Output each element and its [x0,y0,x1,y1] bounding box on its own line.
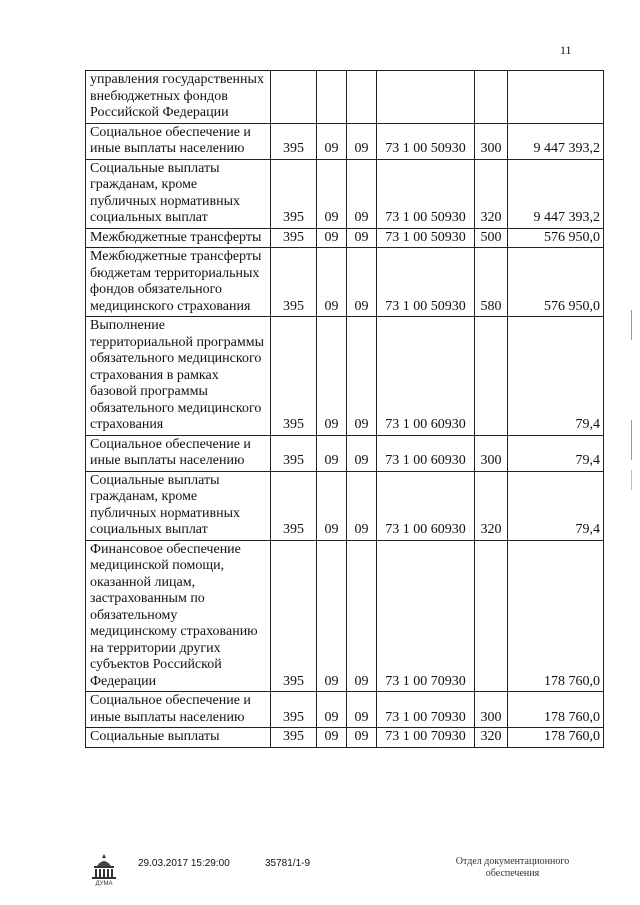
cell-vr: 300 [475,123,508,159]
duma-emblem-icon [89,852,119,886]
cell-csr: 73 1 00 70930 [377,540,475,692]
table-row [86,159,604,228]
cell-vr: 500 [475,228,508,248]
cell-name: Социальные выплаты гражданам, кроме публичных нормативных социальных выплат [86,159,271,228]
cell-amount: 9 447 393,2 [508,159,604,228]
cell-amount: 79,4 [508,435,604,471]
cell-csr: 73 1 00 50930 [377,123,475,159]
cell-pr: 09 [347,159,377,228]
cell-name: управления государственных внебюджетных фондов Российской Федерации [86,71,271,124]
cell-name: Межбюджетные трансферты [86,228,271,248]
cell-pr: 09 [347,123,377,159]
cell-gr: 395 [271,728,317,748]
cell-csr: 73 1 00 50930 [377,228,475,248]
cell-vr: 300 [475,435,508,471]
cell-gr: 395 [271,692,317,728]
cell-pr: 09 [347,248,377,317]
cell-name: Социальное обеспечение и иные выплаты населению [86,435,271,471]
cell-amount: 79,4 [508,317,604,436]
cell-vr: 580 [475,248,508,317]
cell-csr: 73 1 00 50930 [377,248,475,317]
cell-pr: 09 [347,728,377,748]
cell-gr: 395 [271,248,317,317]
cell-rz [317,71,347,124]
cell-pr: 09 [347,692,377,728]
cell-pr: 09 [347,317,377,436]
cell-vr: 320 [475,728,508,748]
cell-csr: 73 1 00 50930 [377,159,475,228]
cell-name: Выполнение территориальной программы обязательного медицинского страхования в рамках базовой программы обязательного медицинского страхования [86,317,271,436]
scan-edge-marks [628,300,636,600]
cell-rz: 09 [317,471,347,540]
cell-csr: 73 1 00 60930 [377,471,475,540]
cell-gr: 395 [271,540,317,692]
table-row [86,317,604,436]
cell-csr [377,71,475,124]
department-line-2: обеспечения [485,868,540,879]
cell-gr: 395 [271,123,317,159]
cell-amount: 178 760,0 [508,728,604,748]
cell-name: Социальное обеспечение и иные выплаты населению [86,123,271,159]
cell-amount: 576 950,0 [508,228,604,248]
cell-gr: 395 [271,228,317,248]
cell-vr: 320 [475,471,508,540]
cell-rz: 09 [317,540,347,692]
cell-csr: 73 1 00 70930 [377,728,475,748]
cell-vr [475,71,508,124]
table-row [86,228,604,248]
department-stamp [430,856,595,880]
cell-pr: 09 [347,435,377,471]
cell-rz: 09 [317,435,347,471]
table-row [86,435,604,471]
cell-name: Социальное обеспечение и иные выплаты населению [86,692,271,728]
cell-amount: 79,4 [508,471,604,540]
cell-gr: 395 [271,159,317,228]
cell-rz: 09 [317,317,347,436]
cell-pr: 09 [347,471,377,540]
footer [0,852,640,892]
cell-amount: 178 760,0 [508,540,604,692]
cell-vr [475,540,508,692]
cell-name: Социальные выплаты [86,728,271,748]
cell-rz: 09 [317,248,347,317]
cell-csr: 73 1 00 70930 [377,692,475,728]
cell-name: Финансовое обеспечение медицинской помощи, оказанной лицам, застрахованным по обязательному медицинскому страхованию на территории других субъектов Российской Федерации [86,540,271,692]
cell-amount: 178 760,0 [508,692,604,728]
cell-csr: 73 1 00 60930 [377,435,475,471]
cell-vr [475,317,508,436]
table-row [86,728,604,748]
cell-csr: 73 1 00 60930 [377,317,475,436]
cell-rz: 09 [317,728,347,748]
table-row [86,248,604,317]
cell-gr: 395 [271,435,317,471]
department-line-1: Отдел документационного [455,856,570,867]
table-row [86,471,604,540]
cell-rz: 09 [317,692,347,728]
budget-table [85,70,604,748]
cell-amount: 576 950,0 [508,248,604,317]
document-number: 35781/1-9 [265,858,311,869]
cell-gr: 395 [271,471,317,540]
cell-pr: 09 [347,228,377,248]
cell-rz: 09 [317,228,347,248]
cell-gr [271,71,317,124]
cell-amount [508,71,604,124]
emblem-caption: ДУМА [95,881,113,886]
table-row [86,540,604,692]
table-row [86,71,604,124]
table-row [86,123,604,159]
cell-vr: 320 [475,159,508,228]
cell-gr: 395 [271,317,317,436]
cell-pr [347,71,377,124]
cell-amount: 9 447 393,2 [508,123,604,159]
cell-name: Социальные выплаты гражданам, кроме публичных нормативных социальных выплат [86,471,271,540]
cell-pr: 09 [347,540,377,692]
cell-name: Межбюджетные трансферты бюджетам территориальных фондов обязательного медицинского страхования [86,248,271,317]
table-row [86,692,604,728]
registration-timestamp: 29.03.2017 15:29:00 [138,858,230,869]
cell-vr: 300 [475,692,508,728]
cell-rz: 09 [317,123,347,159]
cell-rz: 09 [317,159,347,228]
page-number: 11 [560,43,572,57]
